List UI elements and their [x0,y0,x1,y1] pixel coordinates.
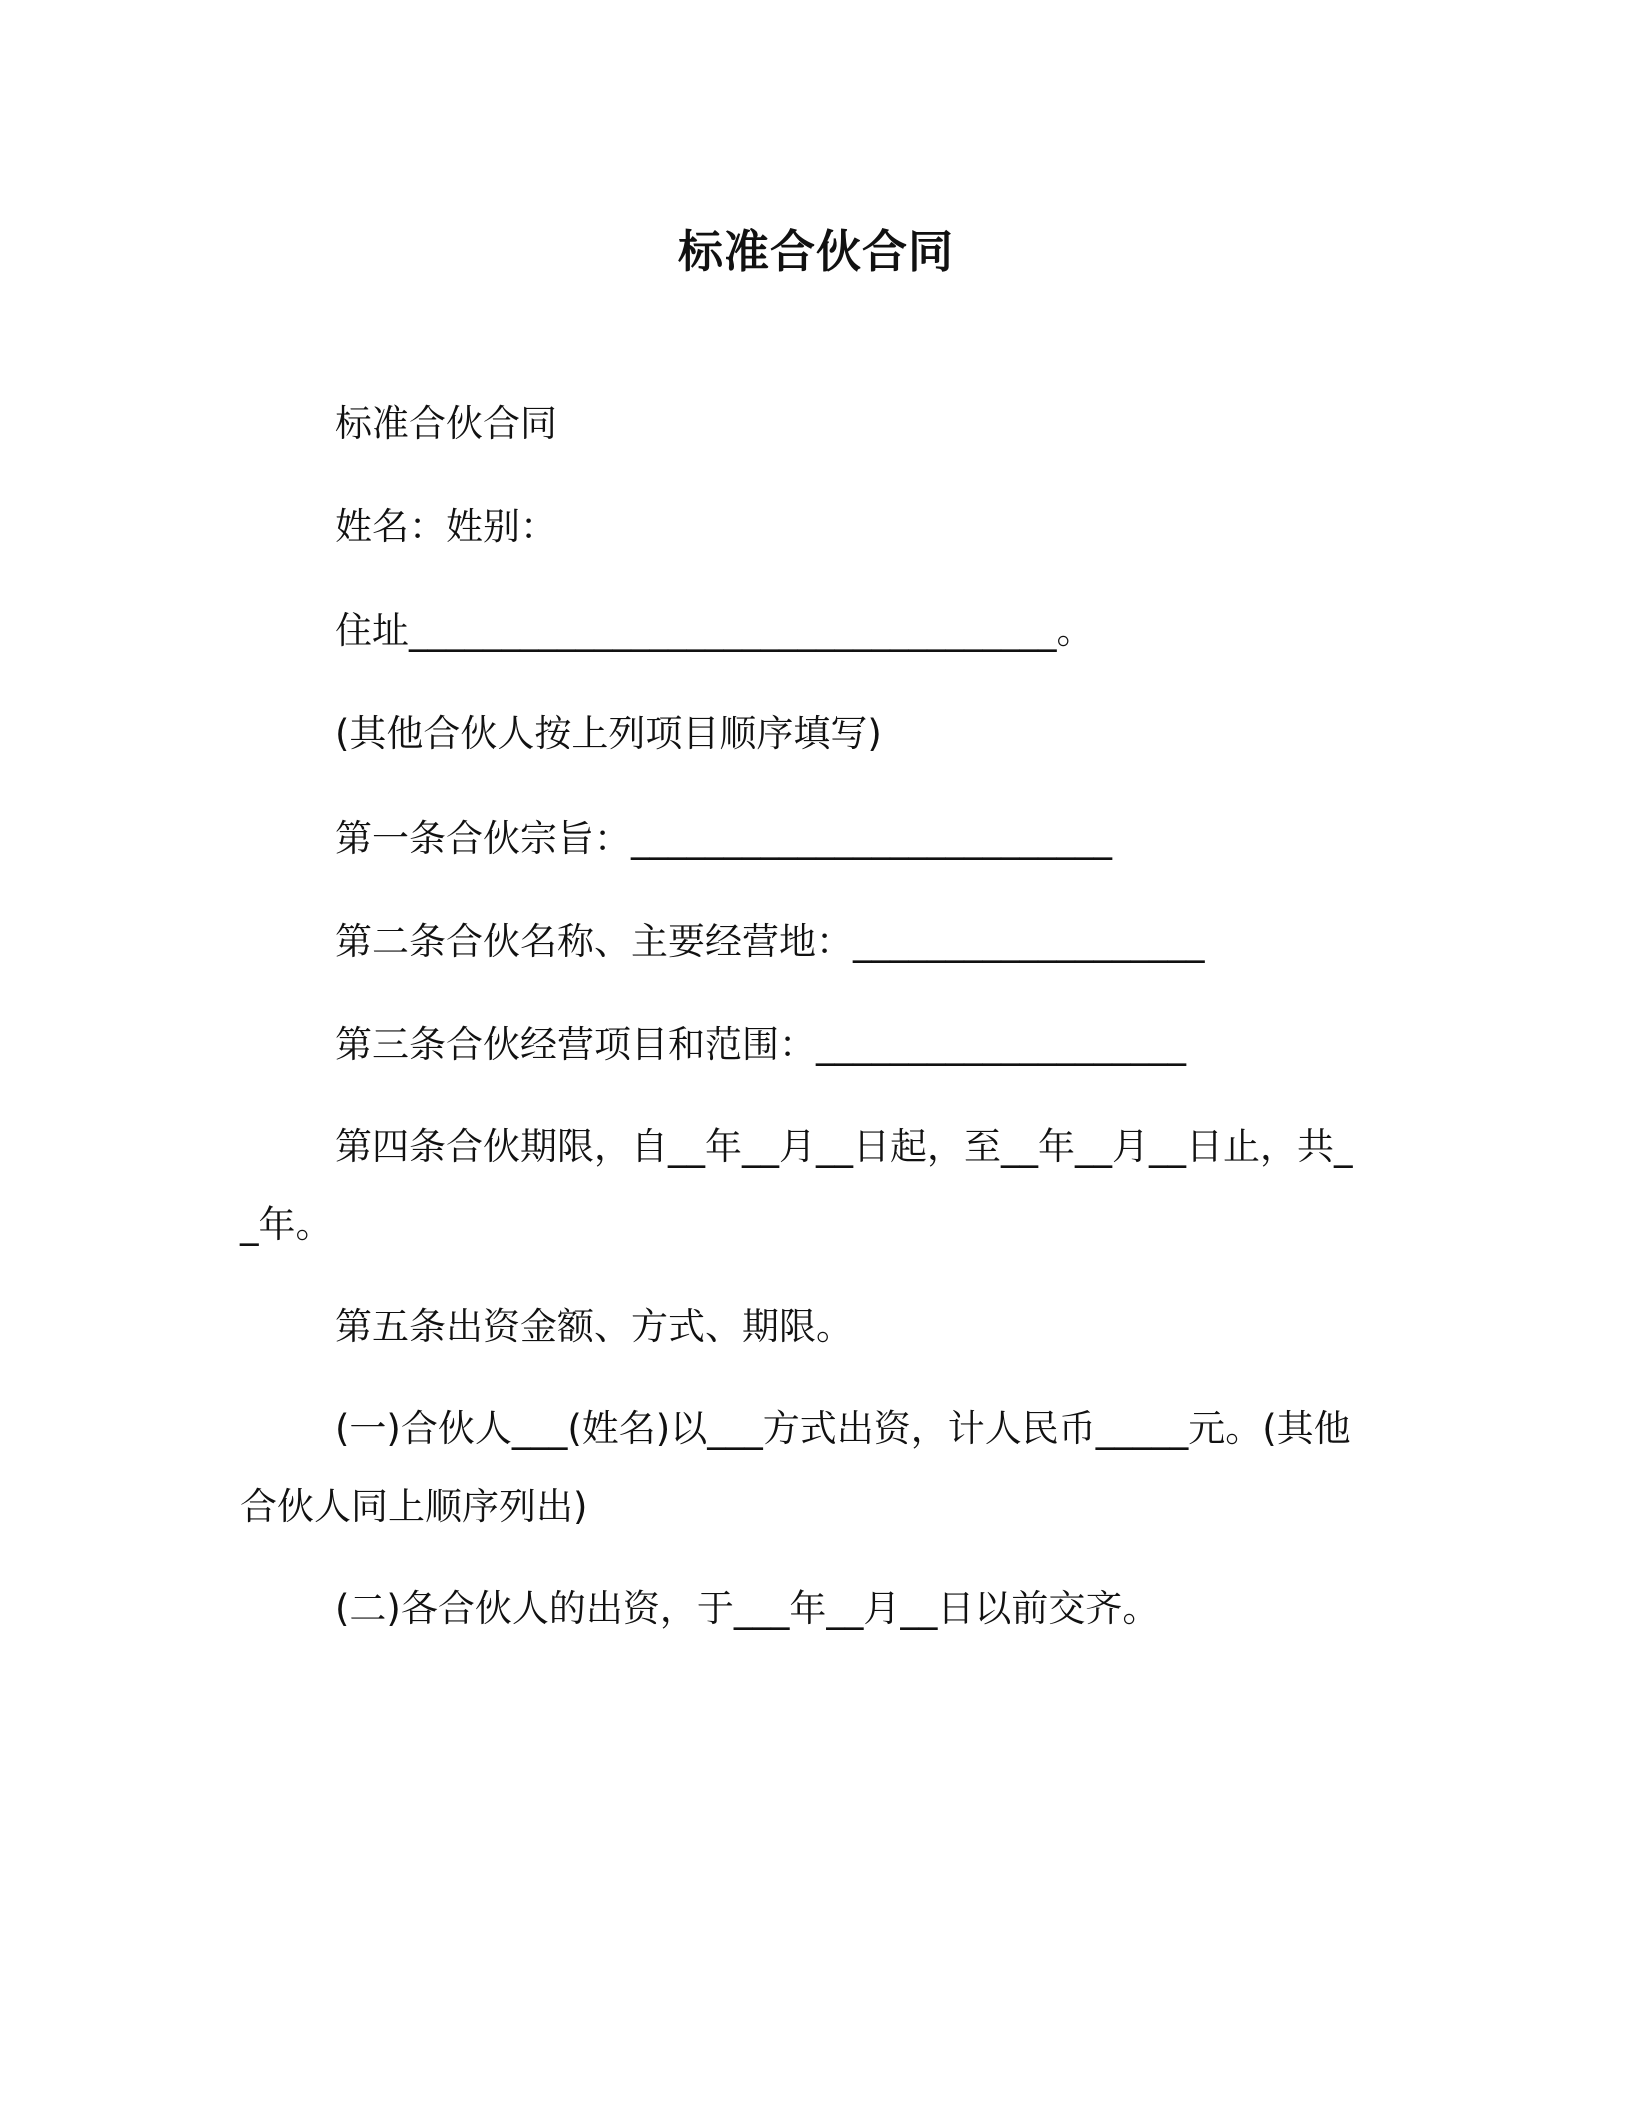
paragraph-address: 住址___________________________________。 [335,609,1094,652]
paragraph-article-5-item-2: (二)各合伙人的出资，于___年__月__日以前交齐。 [335,1587,1160,1630]
paragraph-article-5-item-1: (一)合伙人___(姓名)以___方式出资，计人民币_____元。(其他合伙人同上顺序列出) [240,1407,1351,1528]
paragraph-article-4: 第四条合伙期限，自__年__月__日起，至__年__月__日止，共__年。 [240,1125,1353,1246]
paragraph-article-1: 第一条合伙宗旨：__________________________ [335,817,1112,860]
paragraph-name-gender: 姓名：姓别： [335,505,557,548]
paragraph-subtitle: 标准合伙合同 [335,402,557,445]
paragraph-article-5: 第五条出资金额、方式、期限。 [335,1305,853,1348]
paragraph-other-partners-note: (其他合伙人按上列项目顺序填写) [335,712,882,755]
paragraph-article-2: 第二条合伙名称、主要经营地：___________________ [335,920,1205,963]
document-title: 标准合伙合同 [677,225,954,278]
paragraph-article-3: 第三条合伙经营项目和范围：____________________ [335,1023,1186,1066]
